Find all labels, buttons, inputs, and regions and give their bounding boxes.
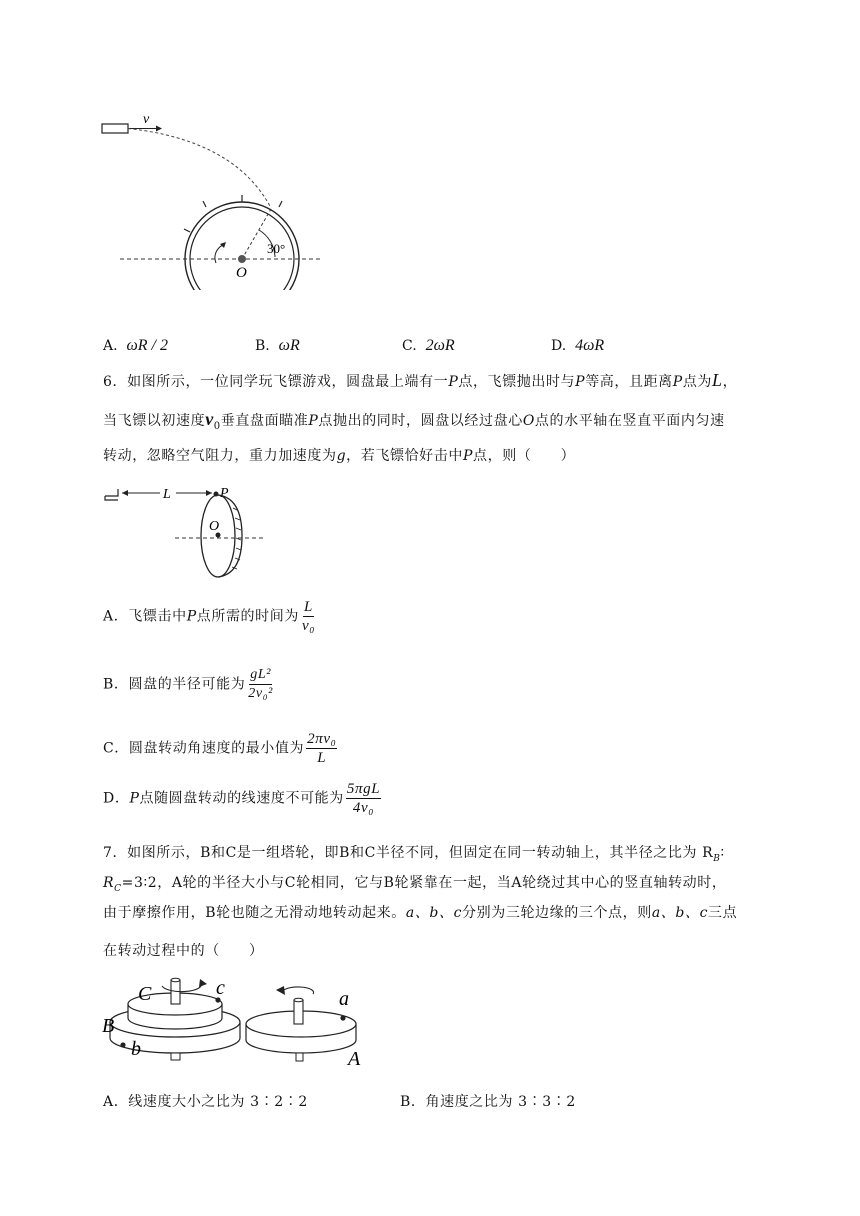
point-p [214,492,219,497]
q5-option-b[interactable]: B. ωR [255,337,300,354]
center-o-label: O [209,519,220,534]
q7-option-a[interactable]: A．线速度大小之比为 3∶2∶2 [103,1094,308,1110]
q6-stem-line3: 转动，忽略空气阻力，重力加速度为g，若飞镖恰好击中P点，则（ ） [103,448,576,464]
velocity-label: v [143,112,150,127]
q6-option-b[interactable]: B．圆盘的半径可能为 $\frac{\text{gL²}}{\text{2v₀²}}$ [103,667,273,701]
center-label: O [236,265,247,281]
point-b [120,1042,125,1047]
q6-stem-line2: 当飞镖以初速度$v_0$垂直盘面瞄准P点抛出的同时，圆盘以经过盘心O点的水平轴在竖直平面内匀速 [103,409,725,432]
dart-launcher [102,124,128,133]
label-b-lower: b [131,1038,141,1060]
dart-trajectory [128,129,271,209]
label-b-upper: B [102,1015,115,1037]
disk-dart-figure [95,105,335,290]
q5-option-d[interactable]: D. 4ωR [551,337,605,354]
label-c-lower: c [216,977,225,999]
label-a-upper: A [348,1048,361,1070]
q6-option-a[interactable]: A．飞镖击中P点所需的时间为 $\frac{L}{\text{v₀}}$ [103,599,316,634]
point-p-label: P [220,486,229,501]
label-c-upper: C [138,983,152,1005]
q5-option-a[interactable]: A. ωR / 2 [103,337,168,354]
q7-stem-line1: 7．如图所示，B和C是一组塔轮，即B和C半径不同，但固定在同一转动轴上，其半径之比为 $R_B∶$ [103,845,725,864]
q5-option-c[interactable]: C. 2ωR [402,337,455,354]
dart-disk-side-figure [100,480,280,580]
q6-option-c[interactable]: C．圆盘转动角速度的最小值为 $\frac{\text{2πv₀}}{L}$ [103,731,337,766]
distance-label: L [163,487,171,502]
dart-icon [105,489,118,500]
q7-stem-line3: 由于摩擦作用，B轮也随之无滑动地转动起来。a、b、c分别为三轮边缘的三个点，则a、b、c三点 [103,905,738,921]
angle-label: 30° [267,241,286,256]
tower-wheels-figure [98,970,388,1075]
q6-option-d[interactable]: D．P点随圆盘转动的线速度不可能为 $\frac{\text{5πgL}}{\text{4v₀}}$ [103,781,381,816]
q7-option-b[interactable]: B．角速度之比为 3∶3∶2 [400,1094,576,1110]
label-a-lower: a [339,988,349,1010]
q7-stem-line2: $R_C=3∶2$，A轮的半径大小与C轮相同，它与B轮紧靠在一起，当A轮绕过其中心的竖直轴转动时， [103,875,727,894]
q7-stem-line4: 在转动过程中的（ ） [103,943,264,959]
q6-stem-line1: 6．如图所示，一位同学玩飞镖游戏，圆盘最上端有一P点，飞镖抛出时与P等高，且距离P点为L， [103,370,738,390]
disk-center [238,255,246,263]
point-a [340,1015,345,1020]
